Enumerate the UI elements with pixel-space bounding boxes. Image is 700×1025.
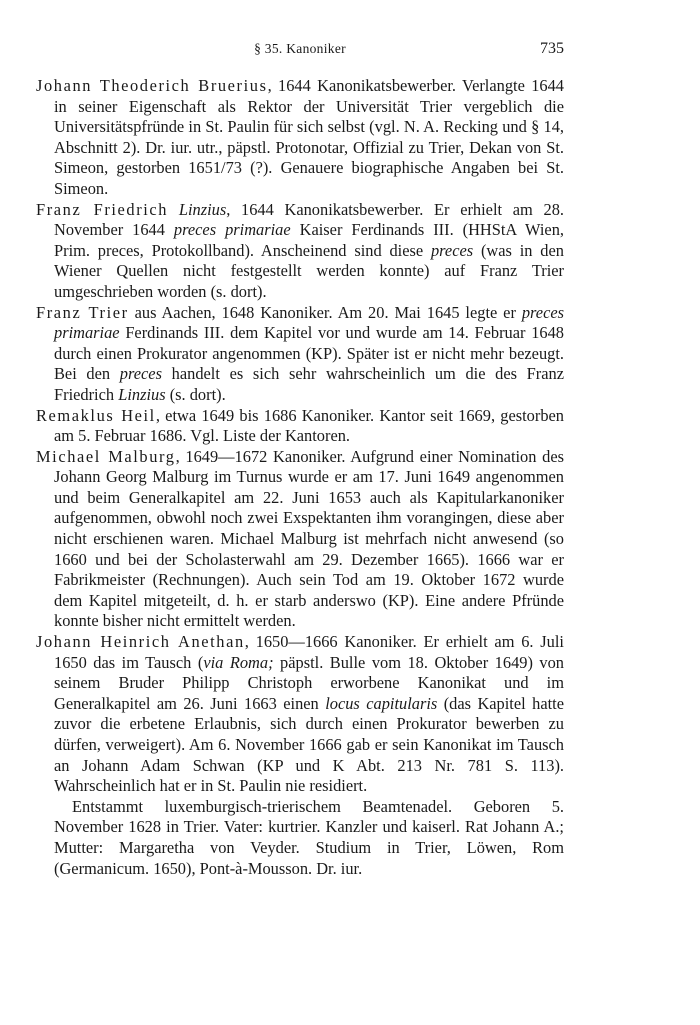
entry-text: , 1650—1666 Kanoniker. Er erhielt am 6. Juli 1650 das im Tausch ( — [54, 632, 564, 672]
person-name-italic: Linzius — [178, 199, 227, 219]
entry-heil — [36, 406, 564, 447]
entry-text: Ferdinands III. dem Kapitel vor und wurde am 14. Februar 1648 durch einen Prokurator angenommen (KP). Später ist er nicht mehr bezeugt. Bei den — [54, 323, 564, 384]
italic-term: Linzius — [118, 384, 166, 404]
entry-anethan — [36, 632, 564, 797]
running-header — [36, 38, 564, 60]
entry-text: Kaiser Ferdinands III. (HHStA Wien, Prim. preces, Protokollband). Anscheinend sind diese — [54, 220, 564, 260]
person-name: Michael Malburg — [36, 446, 176, 466]
italic-term: preces primariae — [54, 302, 564, 343]
italic-term: preces primariae — [173, 220, 291, 240]
entry-linzius — [36, 200, 564, 303]
entry-text: (s. dort). — [169, 384, 226, 404]
entry-text: päpstl. Bulle vom 18. Oktober 1649) von seinem Bruder Philipp Christoph erworbene Kanonikat und im Generalkapitel am 26. Juni 1663 einen — [54, 652, 565, 713]
entry-malburg — [36, 447, 564, 632]
entry-text: , 1644 Kanonikatsbewerber. Er erhielt am 28. November 1644 — [54, 199, 564, 240]
italic-term: preces — [430, 240, 474, 260]
italic-term: locus capitularis — [325, 693, 438, 713]
person-name: Franz Trier — [36, 302, 129, 322]
person-name: Franz Friedrich — [36, 199, 169, 219]
entry-text: (das Kapitel hatte zuvor die erbetene Erlaubnis, sich durch einen Prokurator bewerben zu dürfen, verweigert). Am 6. November 1666 gab er sein Kanonikat im Tausch an Johann Adam Schwan (KP und K Abt. 213 Nr. 781 S. 113). Wahrscheinlich hat er in St. Paulin nie residiert. — [54, 693, 564, 796]
entry-text: , 1649—1672 Kanoniker. Aufgrund einer Nomination des Johann Georg Malburg im Turnus wurde er am 17. Juni 1649 angenommen und beim Generalkapitel am 22. Juni 1653 auch als Kapitularkanoniker aufgenommen, obwohl noch zwei Exspektanten ihm vorangingen, diese aber nicht erschienen waren. Michael Malburg ist mehrfach nicht anwesend (so 1660 und bei der Scholasterwahl am 29. Dezember 1665). 1666 war er Fabrikmeister (Rechnungen). Auch sein Tod am 19. Oktober 1672 wurde dem Kapitel mitgeteilt, d. h. er starb anderswo (KP). Eine andere Pfründe konnte bisher nicht ermittelt werden. — [54, 446, 565, 631]
italic-term: via Roma; — [203, 652, 274, 672]
entry-text: handelt es sich sehr wahrscheinlich um die des Franz Friedrich — [54, 364, 564, 404]
entry-bruerius — [36, 76, 564, 200]
entry-text: (was in den Wiener Quellen nicht festgestellt werden konnte) auf Franz Trier umgeschrieben worden (s. dort). — [54, 240, 564, 301]
page-number: 735 — [540, 40, 564, 57]
entry-text: , etwa 1649 bis 1686 Kanoniker. Kantor seit 1669, gestorben am 5. Februar 1686. Vgl. Liste der Kantoren. — [54, 405, 565, 446]
section-title: § 35. Kanoniker — [254, 41, 346, 56]
person-name: Johann Theoderich Bruerius — [36, 76, 268, 95]
person-name: Remaklus Heil — [36, 405, 156, 425]
entry-text: , 1644 Kanonikatsbewerber. Verlangte 1644 in seiner Eigenschaft als Rektor der Universität Trier vergeblich die Universitätspfründe in St. Paulin für sich selbst (vgl. N. A. Recking und § 14, Abschnitt 2). Dr. iur. utr., päpstl. Protonotar, Offizial zu Trier, Dekan von St. Simeon, gestorben 1651/73 (?). Genauere biographische Angaben bei St. Simeon. — [54, 76, 565, 198]
italic-term: preces — [119, 364, 162, 384]
entry-anethan-continuation: Entstammt luxemburgisch-trierischem Beamtenadel. Geboren 5. November 1628 in Trier. Vater: kurtrier. Kanzler und kaiserl. Rat Johann A.; Mutter: Margaretha von Veyder. Studium in Trier, Löwen, Rom (Germanicum. 1650), Pont-à-Mousson. Dr. iur. — [54, 796, 564, 878]
entry-text: aus Aachen, 1648 Kanoniker. Am 20. Mai 1645 legte er — [134, 302, 516, 322]
entry-trier — [36, 303, 564, 406]
person-name: Johann Heinrich Anethan — [36, 632, 245, 652]
body-text — [36, 76, 564, 879]
